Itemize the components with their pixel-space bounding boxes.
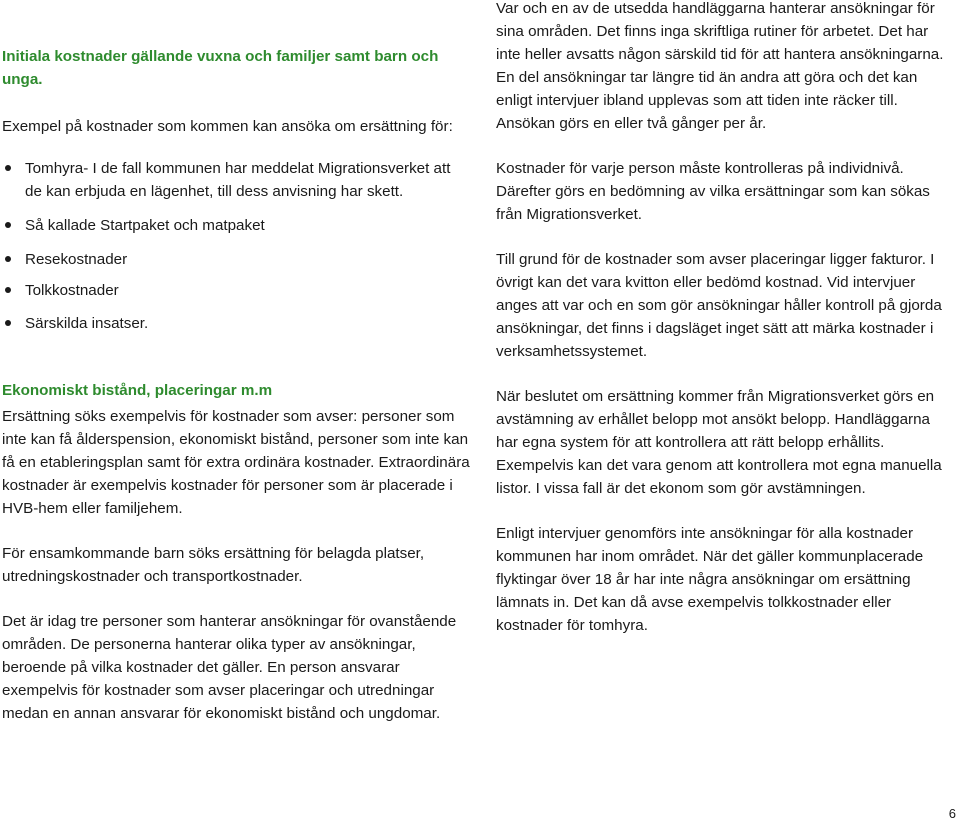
paragraph: Ersättning söks exempelvis för kostnader som avser: personer som inte kan få ålderspension, ekonomiskt bistånd, personer som inte kan få en etableringsplan samt för extra ordinära kostnader. Extraordinära kostnader är exempelvis kostnader för personer som är placerade i HVB-hem eller familjehem. xyxy=(2,408,470,517)
bullet-icon xyxy=(5,256,11,262)
list-item: Tomhyra- I de fall kommunen har meddelat Migrationsverket att de kan erbjuda en lägenhet, till dess anvisning har skett. xyxy=(2,157,470,203)
section-heading-economic-aid: Ekonomiskt bistånd, placeringar m.m xyxy=(2,382,273,399)
paragraph: Enligt intervjuer genomförs inte ansökningar för alla kostnader kommunen har inom området. När det gäller kommunplacerade flyktingar över 18 år har inte några ansökningar om ersättning lämnats in. Det kan då avse exempelvis tolkkostnader eller kostnader för tomhyra. xyxy=(496,525,924,634)
paragraph: Till grund för de kostnader som avser placeringar ligger fakturor. I övrigt kan det vara kvitton eller bedömd kostnad. Vid intervjuer anges att var och en som gör ansökningar håller kontroll på gjorda ansökningar, det finns i dagsläget inget sätt att märka kostnader i verksamhetssystemet. xyxy=(496,251,942,360)
paragraph: Det är idag tre personer som hanterar ansökningar för ovanstående områden. De personerna hanterar olika typer av ansökningar, beroende på vilka kostnader det gäller. En person ansvarar exempelvis för kostnader som avser placeringar och utredningar medan en annan ansvarar för ekonomiskt bistånd och ungdomar. xyxy=(2,613,457,722)
left-column xyxy=(2,0,470,725)
list-item: Så kallade Startpaket och matpaket xyxy=(2,214,470,237)
bullet-icon xyxy=(5,320,11,326)
cost-examples-list xyxy=(2,157,470,335)
paragraph: Kostnader för varje person måste kontrolleras på individnivå. Därefter görs en bedömning av vilka ersättningar som kan sökas från Migrationsverket. xyxy=(496,160,930,223)
section-heading-initial-costs: Initiala kostnader gällande vuxna och familjer samt barn och unga. xyxy=(2,48,439,88)
paragraph: För ensamkommande barn söks ersättning för belagda platser, utredningskostnader och transportkostnader. xyxy=(2,545,425,585)
list-item: Resekostnader xyxy=(2,248,470,271)
paragraph: Var och en av de utsedda handläggarna hanterar ansökningar för sina områden. Det finns inga skriftliga rutiner för arbetet. Det har inte heller avsatts någon särskild tid för att hantera ansökningarna. En del ansökningar tar längre tid än andra att göra och det kan enligt intervjuer ibland upplevas som att tiden inte räcker till. Ansökan görs en eller två gånger per år. xyxy=(496,0,944,132)
list-item: Särskilda insatser. xyxy=(2,312,470,335)
paragraph: När beslutet om ersättning kommer från Migrationsverket görs en avstämning av erhållet belopp mot ansökt belopp. Handläggarna har egna system för att kontrollera att rätt belopp erhållits. Exempelvis kan det vara genom att kontrollera mot egna manuella listor. I vissa fall är det ekonom som gör avstämningen. xyxy=(496,388,942,497)
page-number: 6 xyxy=(948,806,956,821)
intro-paragraph: Exempel på kostnader som kommen kan ansöka om ersättning för: xyxy=(2,118,453,135)
list-item: Tolkkostnader xyxy=(2,279,470,302)
bullet-icon xyxy=(5,165,11,171)
right-column xyxy=(496,0,956,637)
bullet-icon xyxy=(5,287,11,293)
bullet-icon xyxy=(5,222,11,228)
